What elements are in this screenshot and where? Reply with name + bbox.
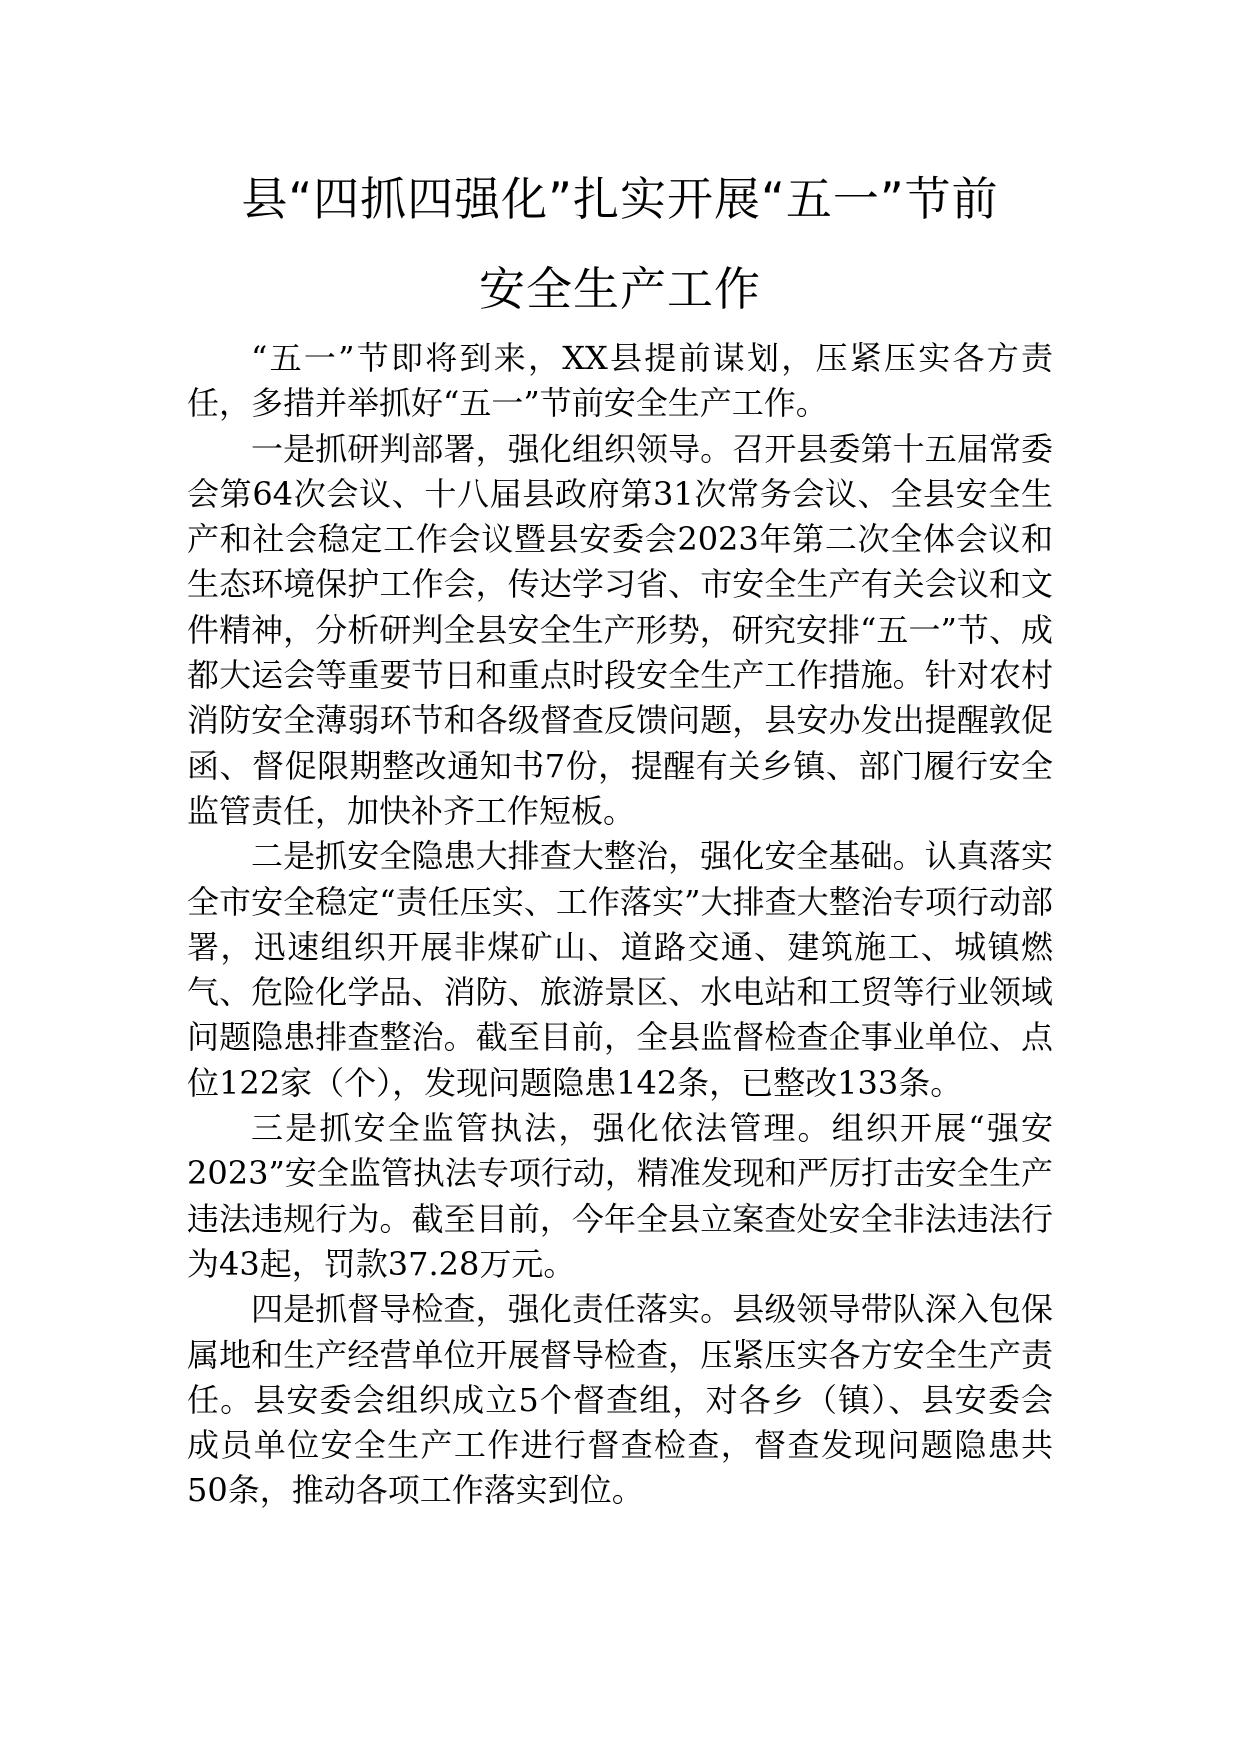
paragraph-supervision: 四是抓督导检查，强化责任落实。县级领导带队深入包保属地和生产经营单位开展督导检查，压紧压实各方安全生产责任。县安委会组织成立5个督查组，对各乡（镇）、县安委会成员单位安全生产工作进行督查检查，督查发现问题隐患共50条，推动各项工作落实到位。 xyxy=(187,1290,1053,1510)
intro-paragraph: “五一”节即将到来，XX县提前谋划，压紧压实各方责任，多措并举抓好“五一”节前安全生产工作。 xyxy=(187,339,1053,423)
document-title-line1: 县“四抓四强化”扎实开展“五一”节前 xyxy=(241,172,999,226)
document-title-line2: 安全生产工作 xyxy=(479,262,761,316)
paragraph-hazard-inspection: 二是抓安全隐患大排查大整治，强化安全基础。认真落实全市安全稳定“责任压实、工作落实”大排查大整治专项行动部署，迅速组织开展非煤矿山、道路交通、建筑施工、城镇燃气、危险化学品、消防、旅游景区、水电站和工贸等行业领域问题隐患排查整治。截至目前，全县监督检查企事业单位、点位122家（个），发现问题隐患142条，已整改133条。 xyxy=(187,837,1053,1102)
paragraph-law-enforcement: 三是抓安全监管执法，强化依法管理。组织开展“强安2023”安全监管执法专项行动，精准发现和严厉打击安全生产违法违规行为。截至目前，今年全县立案查处安全非法违法行为43起，罚款37.28万元。 xyxy=(187,1109,1053,1283)
paragraph-research-deployment: 一是抓研判部署，强化组织领导。召开县委第十五届常委会第64次会议、十八届县政府第31次常务会议、全县安全生产和社会稳定工作会议暨县安委会2023年第二次全体会议和生态环境保护工作会，传达学习省、市安全生产有关会议和文件精神，分析研判全县安全生产形势，研究安排“五一”节、成都大运会等重要节日和重点时段安全生产工作措施。针对农村消防安全薄弱环节和各级督查反馈问题，县安办发出提醒敦促函、督促限期整改通知书7份，提醒有关乡镇、部门履行安全监管责任，加快补齐工作短板。 xyxy=(187,429,1053,830)
document-body xyxy=(187,336,1053,1514)
